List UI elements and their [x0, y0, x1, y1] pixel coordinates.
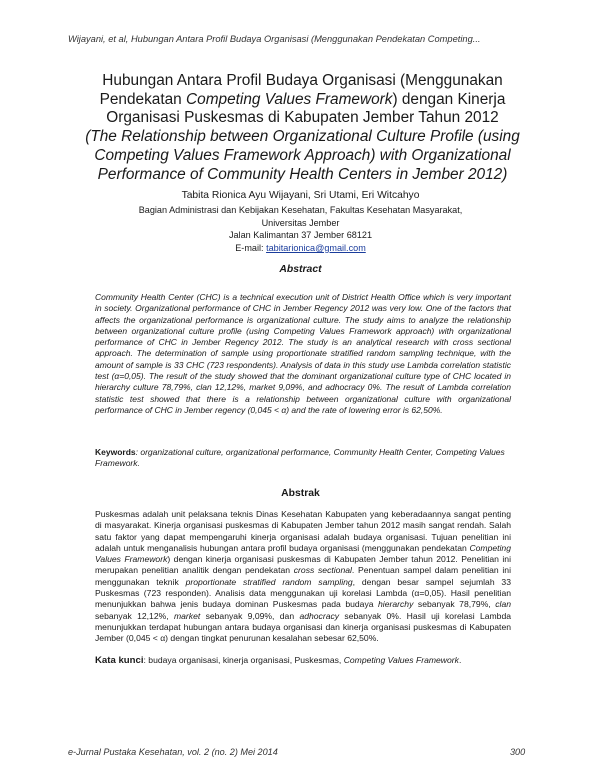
keywords-id-label: Kata kunci: [95, 655, 144, 666]
abstract-en-heading: Abstract: [279, 264, 322, 275]
abstract-id-heading: Abstrak: [281, 488, 320, 499]
paper-title: [80, 72, 525, 184]
journal-footer: e-Jurnal Pustaka Kesehatan, vol. 2 (no. 2) Mei 2014: [68, 747, 278, 757]
running-head: Wijayani, et al, Hubungan Antara Profil Budaya Organisasi (Menggunakan Pendekatan Competing...: [68, 34, 481, 44]
abstract-en-body: Community Health Center (CHC) is a technical execution unit of District Health Office which is very important in society. Organizational performance of CHC in Jember Regency 2012 was very low. One of the factors that affects the organizational performance is organizational culture. The study aims to analyze the relationship between organizational culture profile (using Competing Values Framework approach) with organizational performance of CHC in Jember Regency 2012. The study is an analytical research with cross sectional approach. The determination of sample using proportionate stratified random sampling technique, with the amount of sample is 33 CHC (723 respondents). Analysis of data in this study use Lambda correlation statistic test (α=0,05). The result of the study showed that the dominant organizational culture type of CHC located in hierarchy culture 78,79%, clan 12,12%, market 9,09%, and adhocracy 0%. The result of Lambda correlation statistic test showed that there is a relationship between organizational culture with organizational performance of CHC in Jember regency (0,045 < α) and the rate of lowering error is 62,50%.: [95, 292, 511, 415]
keywords-id: Kata kunci: budaya organisasi, kinerja organisasi, Puskesmas, Competing Values Framework.: [95, 655, 462, 666]
email-link[interactable]: tabitarionica@gmail.com: [266, 242, 366, 253]
keywords-en: Keywords: organizational culture, organizational performance, Community Health Center, Competing Values Framework.: [95, 447, 505, 469]
affiliation-line: Bagian Administrasi dan Kebijakan Kesehatan, Fakultas Kesehatan Masyarakat,: [138, 205, 463, 215]
title-english: (The Relationship between Organizational Culture Profile (using Competing Values Framework Approach) with Organizational Performance of Community Health Centers in Jember 2012): [85, 128, 520, 183]
title-indonesian: Hubungan Antara Profil Budaya Organisasi (Menggunakan Pendekatan Competing Values Framework) dengan Kinerja Organisasi Puskesmas di Kabupaten Jember Tahun 2012: [99, 72, 506, 127]
abstract-id-body: Puskesmas adalah unit pelaksana teknis Dinas Kesehatan Kabupaten yang keberadaannya sangat penting di masyarakat. Kinerja organisasi puskesmas di Kabupaten Jember tahun 2012 masih sangat rendah. Salah satu faktor yang dapat mempengaruhi kinerja organisasi adalah budaya organisasi. Tujuan penelitian ini adalah untuk menganalisis hubungan antara profil budaya organisasi (menggunakan pendekatan Competing Values Framework) dengan kinerja organisasi puskesmas di Kabupaten Jember tahun 2012. Penelitian ini merupakan penelitian analitik dengan pendekatan cross sectional. Penentuan sampel dalam penelitian ini menggunakan teknik proportionate stratified random sampling, dengan besar sampel sejumlah 33 Puskesmas (723 responden). Analisis data menggunakan uji korelasi Lambda (α=0,05). Hasil penelitian menunjukkan bahwa jenis budaya dominan Puskesmas pada budaya hierarchy sebanyak 78,79%, clan sebanyak 12,12%, market sebanyak 9,09%, dan adhocracy sebanyak 0%. Hasil uji korelasi Lambda menunjukkan terdapat hubungan antara budaya organisasi dan kinerja organisasi puskesmas di Kabupaten Jember (0,045 < α) dengan tingkat penurunan kesalahan sebesar 62,50%.: [95, 509, 511, 644]
author-list: Tabita Rionica Ayu Wijayani, Sri Utami, Eri Witcahyo: [181, 190, 420, 201]
keywords-en-label: Keywords: [95, 447, 136, 457]
affiliation-line: Universitas Jember: [261, 217, 340, 228]
affiliation-line: Jalan Kalimantan 37 Jember 68121: [228, 230, 373, 241]
affiliation: [78, 204, 523, 254]
page-number: 300: [510, 747, 526, 757]
email-line: E-mail: tabitarionica@gmail.com: [235, 242, 366, 253]
